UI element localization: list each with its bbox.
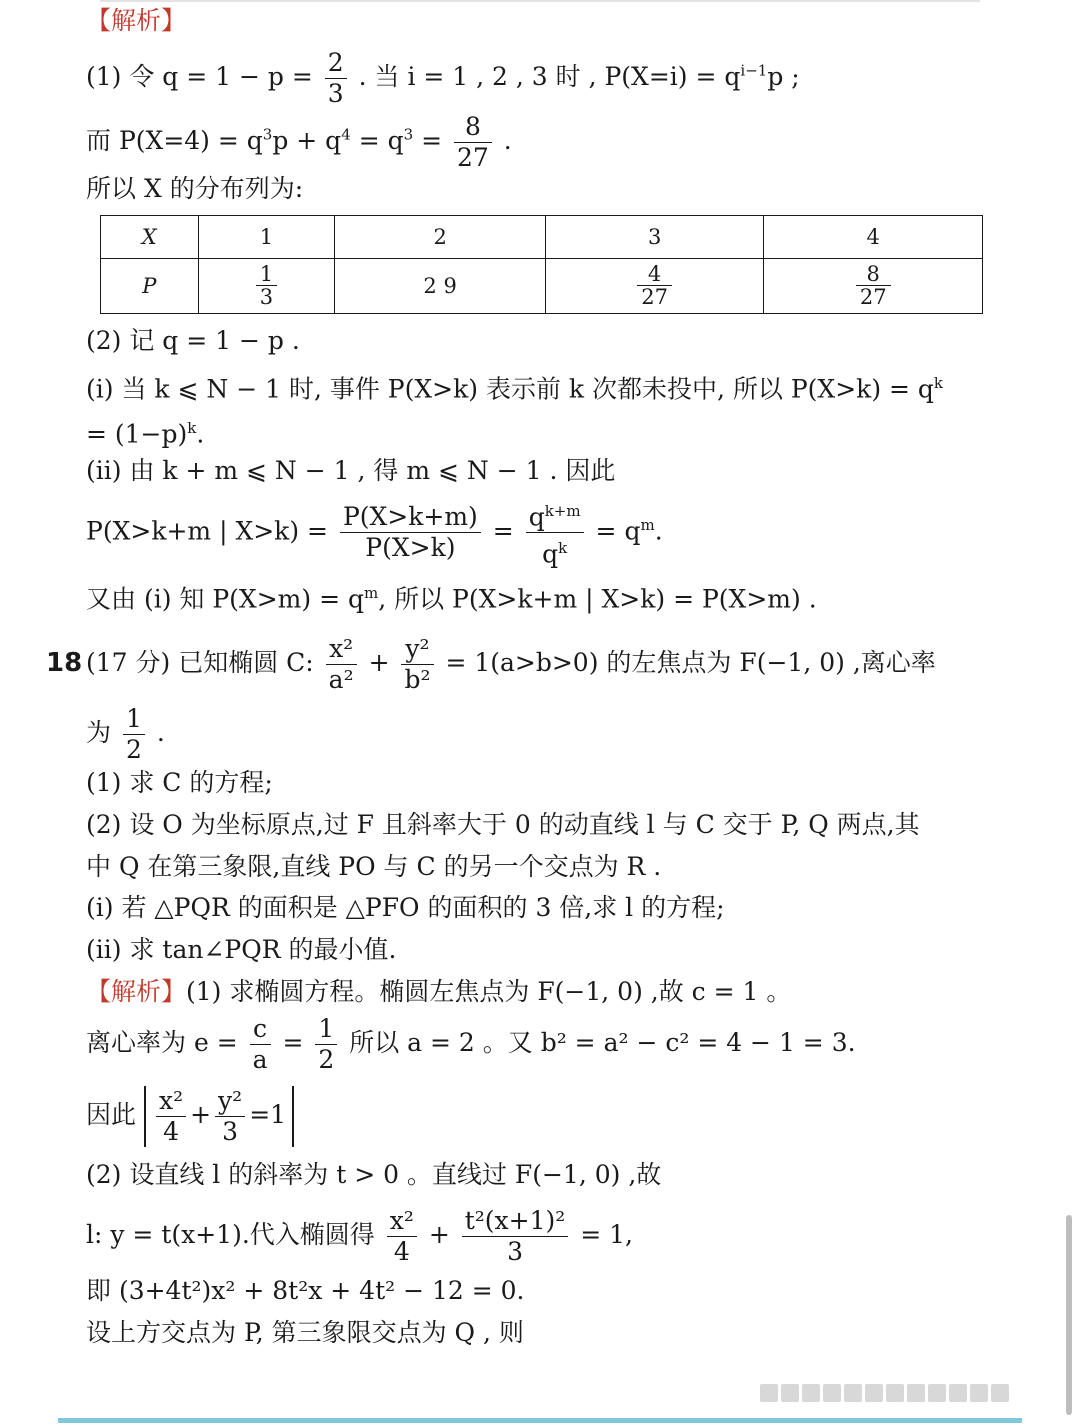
solution-line-1: (1) 令 q = 1 − p = $\frac{2}{3}$ . 当 i = 1 , 2 , 3 时 , $P(X=i) = q^{i-1}p$ ; — [86, 48, 800, 108]
sol18-line-1: 【解析】(1) 求椭圆方程。椭圆左焦点为 F(−1, 0) ,故 c = 1 。 — [86, 977, 792, 1006]
conditional-probability-line: P(X>k+m | X>k) = $\frac{P(X>k+m)}{P(X>k)}$ = $\frac{q^{k+m}}{q^k}$ = $q^m$. — [86, 496, 663, 570]
fraction-c-a: $\frac{c}{a}$ — [250, 1014, 271, 1075]
fraction-q: $\frac{q^{k+m}}{q^k}$ — [526, 496, 584, 570]
fraction-x2-4: $\frac{\text{x²}}{4}$ — [387, 1206, 417, 1267]
fraction-prob: $\frac{P(X>k+m)}{P(X>k)}$ — [340, 502, 481, 563]
fraction-two-thirds: $\frac{2}{3}$ — [325, 48, 347, 109]
analysis-label: 【解析】 — [86, 977, 187, 1006]
scrollbar[interactable] — [1066, 1215, 1072, 1415]
table-cell: X — [101, 216, 199, 259]
sol18-line-7: 设上方交点为 P, 第三象限交点为 Q , 则 — [86, 1318, 524, 1347]
sol18-line-4: (2) 设直线 l 的斜率为 t > 0 。直线过 F(−1, 0) ,故 — [86, 1160, 662, 1189]
part2-line-2: (i) 当 k ⩽ N − 1 时, 事件 P(X>k) 表示前 k 次都未投中, 所以 $P(X>k) = q^k$ — [86, 374, 944, 404]
fraction-x2-a2: $\frac{\text{x²}}{\text{a²}}$ — [326, 634, 357, 695]
table-row — [101, 216, 983, 259]
part2-line-1: (2) 记 q = 1 − p . — [86, 326, 300, 355]
table-cell: $\frac{8}{27}$ — [764, 259, 983, 314]
fraction-half-2: $\frac{1}{2}$ — [315, 1014, 337, 1075]
distribution-table — [100, 215, 983, 314]
table-row — [101, 259, 983, 314]
q18-line-7: (ii) 求 tan∠PQR 的最小值. — [86, 935, 397, 964]
q18-line-6: (i) 若 △PQR 的面积是 △PFO 的面积的 3 倍,求 l 的方程; — [86, 893, 725, 922]
solution-line-2: 而 $P(X=4) = q^3p + q^4 = q^3$ = $\frac{8}{27}$ . — [86, 112, 512, 172]
analysis-label: 【解析】 — [86, 6, 187, 35]
fraction-t2: $\frac{\text{t²(x+1)²}}{3}$ — [462, 1206, 569, 1267]
question-number: 18 — [46, 648, 83, 678]
sol18-line-5: l: y = t(x+1).代入椭圆得 $\frac{\text{x²}}{4}$ + $\frac{\text{t²(x+1)²}}{3}$ = 1, — [86, 1206, 633, 1266]
table-cell: 1 — [198, 216, 335, 259]
top-divider — [100, 0, 980, 2]
table-cell: 3 — [545, 216, 764, 259]
bottom-bar — [58, 1418, 1022, 1423]
distribution-intro: 所以 X 的分布列为: — [86, 174, 304, 203]
sol18-line-2: 离心率为 e = $\frac{c}{a}$ = $\frac{1}{2}$ 所以 a = 2 。又 b² = a² − c² = 4 − 1 = 3. — [86, 1014, 856, 1074]
table-cell: $\frac{1}{3}$ — [198, 259, 335, 314]
fraction-y2-b2: $\frac{\text{y²}}{\text{b²}}$ — [401, 634, 433, 695]
bracket-equation: $\frac{\text{x²}}{4}$ + $\frac{\text{y²}}{3}$ =1 — [144, 1086, 294, 1147]
q18-line-1: (17 分) 已知椭圆 C: $\frac{\text{x²}}{\text{a²}}$ + $\frac{\text{y²}}{\text{b²}}$ = 1(a>b>0) 的左焦点为 F(−1, 0) ,离心率 — [86, 634, 936, 694]
table-cell: 2 9 — [335, 259, 545, 314]
table-cell: 2 — [335, 216, 545, 259]
q18-line-2: 为 $\frac{1}{2}$ . — [86, 704, 165, 764]
sol18-line-6: 即 (3+4t²)x² + 8t²x + 4t² − 12 = 0. — [86, 1276, 525, 1305]
fraction-8-27: $\frac{8}{27}$ — [454, 112, 492, 173]
blurred-watermark — [760, 1378, 1060, 1408]
table-cell: P — [101, 259, 199, 314]
q18-line-5: 中 Q 在第三象限,直线 PO 与 C 的另一个交点为 R . — [86, 852, 662, 881]
q18-line-4: (2) 设 O 为坐标原点,过 F 且斜率大于 0 的动直线 l 与 C 交于 P, Q 两点,其 — [86, 810, 920, 839]
sol18-line-3: 因此 $\frac{\text{x²}}{4}$ + $\frac{\text{y²}}{3}$ =1 — [86, 1086, 294, 1147]
part2-line-4: (ii) 由 k + m ⩽ N − 1 , 得 m ⩽ N − 1 . 因此 — [86, 456, 616, 485]
table-cell: 4 — [764, 216, 983, 259]
part2-line-3: = $(1-p)^k$. — [86, 419, 205, 449]
fraction-half: $\frac{1}{2}$ — [123, 704, 145, 765]
q18-line-3: (1) 求 C 的方程; — [86, 768, 273, 797]
table-cell: $\frac{4}{27}$ — [545, 259, 764, 314]
part2-line-6: 又由 (i) 知 $P(X>m) = q^m$, 所以 P(X>k+m | X>k) = P(X>m) . — [86, 584, 817, 614]
